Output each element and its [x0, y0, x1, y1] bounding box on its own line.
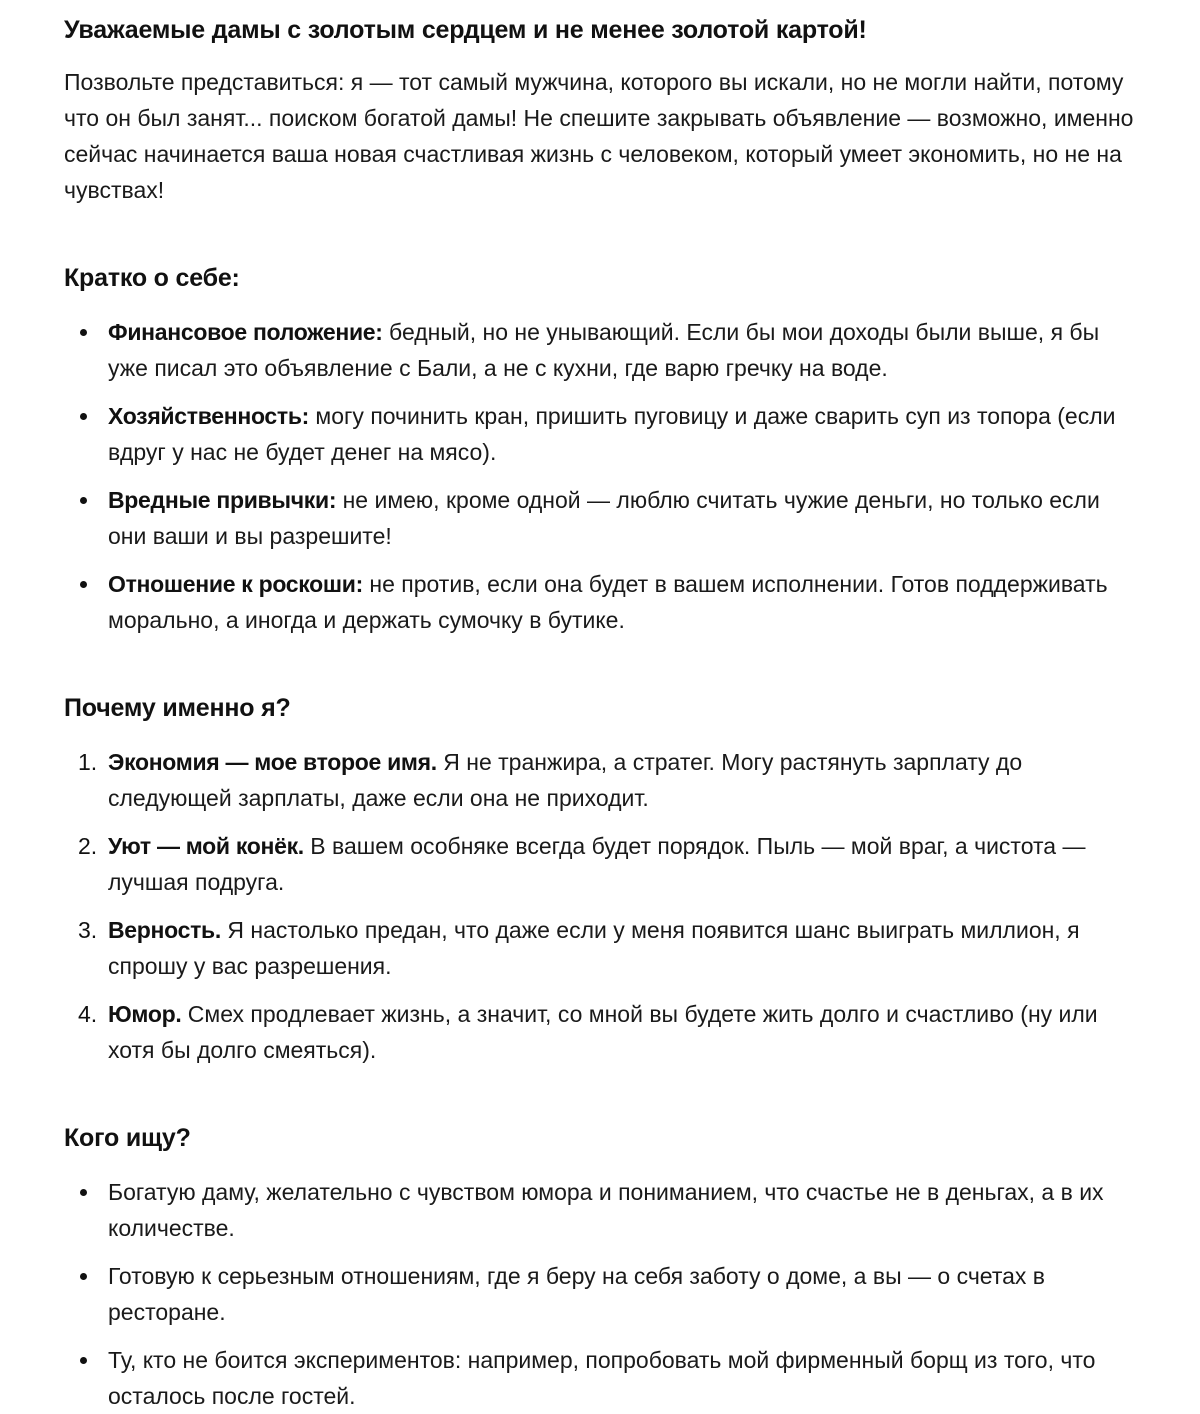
item-text: Смех продлевает жизнь, а значит, со мной вы будете жить долго и счастливо (ну или хотя бы долго смеяться). — [108, 1001, 1098, 1063]
item-text: Готовую к серьезным отношениям, где я беру на себя заботу о доме, а вы — о счетах в ресторане. — [108, 1263, 1046, 1325]
item-text: не имею, кроме одной — люблю считать чужие деньги, но только если они ваши и вы разрешите! — [108, 487, 1100, 549]
section-heading-about: Кратко о себе: — [64, 264, 240, 292]
bullet-icon — [80, 329, 87, 336]
item-text: могу починить кран, пришить пуговицу и даже сварить суп из топора (если вдруг у нас не будет денег на мясо). — [108, 403, 1116, 465]
bullet-icon — [80, 1189, 87, 1196]
why-list — [64, 744, 1138, 1068]
item-text: не против, если она будет в вашем исполнении. Готов поддерживать морально, а иногда и держать сумочку в бутике. — [108, 571, 1108, 633]
list-item — [64, 566, 1138, 638]
item-text: Ту, кто не боится экспериментов: например, попробовать мой фирменный борщ из того, что осталось после гостей. — [108, 1347, 1096, 1409]
list-item — [64, 1342, 1138, 1414]
item-term: Отношение к роскоши: — [108, 571, 363, 597]
item-term: Уют — мой конёк. — [108, 833, 304, 859]
bullet-icon — [80, 1273, 87, 1280]
list-item — [64, 1258, 1138, 1330]
bullet-icon — [80, 413, 87, 420]
list-item — [64, 912, 1138, 984]
list-item — [64, 996, 1138, 1068]
page-title: Уважаемые дамы с золотым сердцем и не менее золотой картой! — [64, 16, 867, 44]
section-heading-why: Почему именно я? — [64, 694, 291, 722]
item-text: В вашем особняке всегда будет порядок. Пыль — мой враг, а чистота — лучшая подруга. — [108, 833, 1086, 895]
list-item — [64, 398, 1138, 470]
item-term: Хозяйственность: — [108, 403, 310, 429]
intro-paragraph: Позвольте представиться: я — тот самый мужчина, которого вы искали, но не могли найти, потому что он был занят... поиском богатой дамы! Не спешите закрывать объявление — возможно, именно сейчас начинается ваша новая счастливая жизнь с человеком, который умеет экономить, но не на чувствах! — [64, 69, 1134, 203]
seeking-list — [64, 1174, 1138, 1414]
item-number: 3. — [78, 917, 98, 943]
item-term: Финансовое положение: — [108, 319, 383, 345]
item-text: Я настолько предан, что даже если у меня появится шанс выиграть миллион, я спрошу у вас разрешения. — [108, 917, 1080, 979]
item-term: Вредные привычки: — [108, 487, 337, 513]
item-term: Экономия — мое второе имя. — [108, 749, 437, 775]
item-number: 2. — [78, 833, 98, 859]
item-text: Богатую даму, желательно с чувством юмора и пониманием, что счастье не в деньгах, а в их количестве. — [108, 1179, 1104, 1241]
section-heading-seeking: Кого ищу? — [64, 1124, 191, 1152]
list-item — [64, 828, 1138, 900]
bullet-icon — [80, 497, 87, 504]
about-list — [64, 314, 1138, 638]
list-item — [64, 744, 1138, 816]
item-term: Юмор. — [108, 1001, 182, 1027]
item-number: 4. — [78, 1001, 98, 1027]
item-text: Я не транжира, а стратег. Могу растянуть зарплату до следующей зарплаты, даже если она не приходит. — [108, 749, 1023, 811]
list-item — [64, 1174, 1138, 1246]
bullet-icon — [80, 1357, 87, 1364]
item-term: Верность. — [108, 917, 221, 943]
bullet-icon — [80, 581, 87, 588]
item-text: бедный, но не унывающий. Если бы мои доходы были выше, я бы уже писал это объявление с Бали, а не с кухни, где варю гречку на воде. — [108, 319, 1100, 381]
list-item — [64, 482, 1138, 554]
list-item — [64, 314, 1138, 386]
item-number: 1. — [78, 749, 98, 775]
